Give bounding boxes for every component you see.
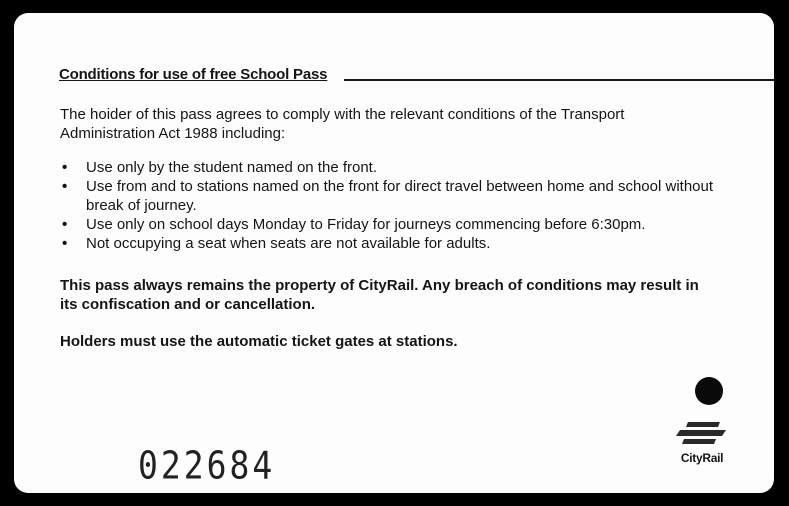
conditions-list [60,158,720,253]
bullet-icon: • [62,216,68,233]
condition-text: Use only by the student named on the front. [86,159,378,176]
condition-text: Use from and to stations named on the front for direct travel between home and school without break of journey. [86,178,714,214]
cityrail-logo-icon [674,419,730,449]
intro-paragraph: The hoider of this pass agrees to comply with the relevant conditions of the Transport Administration Act 1988 including: [60,106,625,142]
list-item [60,177,720,215]
bullet-icon: • [62,159,68,176]
list-item [60,234,720,253]
cityrail-logo [670,419,734,469]
heading-rule [344,79,774,81]
gates-notice: Holders must use the automatic ticket gates at stations. [60,333,458,350]
bullet-icon: • [62,235,68,252]
logo-wordmark: CityRail [680,451,724,465]
serial-number: 022684 [138,443,276,488]
punch-hole [695,377,723,405]
school-pass-card [14,13,774,493]
conditions-heading: Conditions for use of free School Pass [59,66,328,83]
list-item [60,158,720,177]
property-notice: This pass always remains the property of CityRail. Any breach of conditions may result in its confiscation and or cancellation. [60,277,699,313]
list-item [60,215,720,234]
condition-text: Use only on school days Monday to Friday for journeys commencing before 6:30pm. [86,216,646,233]
bullet-icon: • [62,178,68,195]
condition-text: Not occupying a seat when seats are not available for adults. [86,235,491,252]
